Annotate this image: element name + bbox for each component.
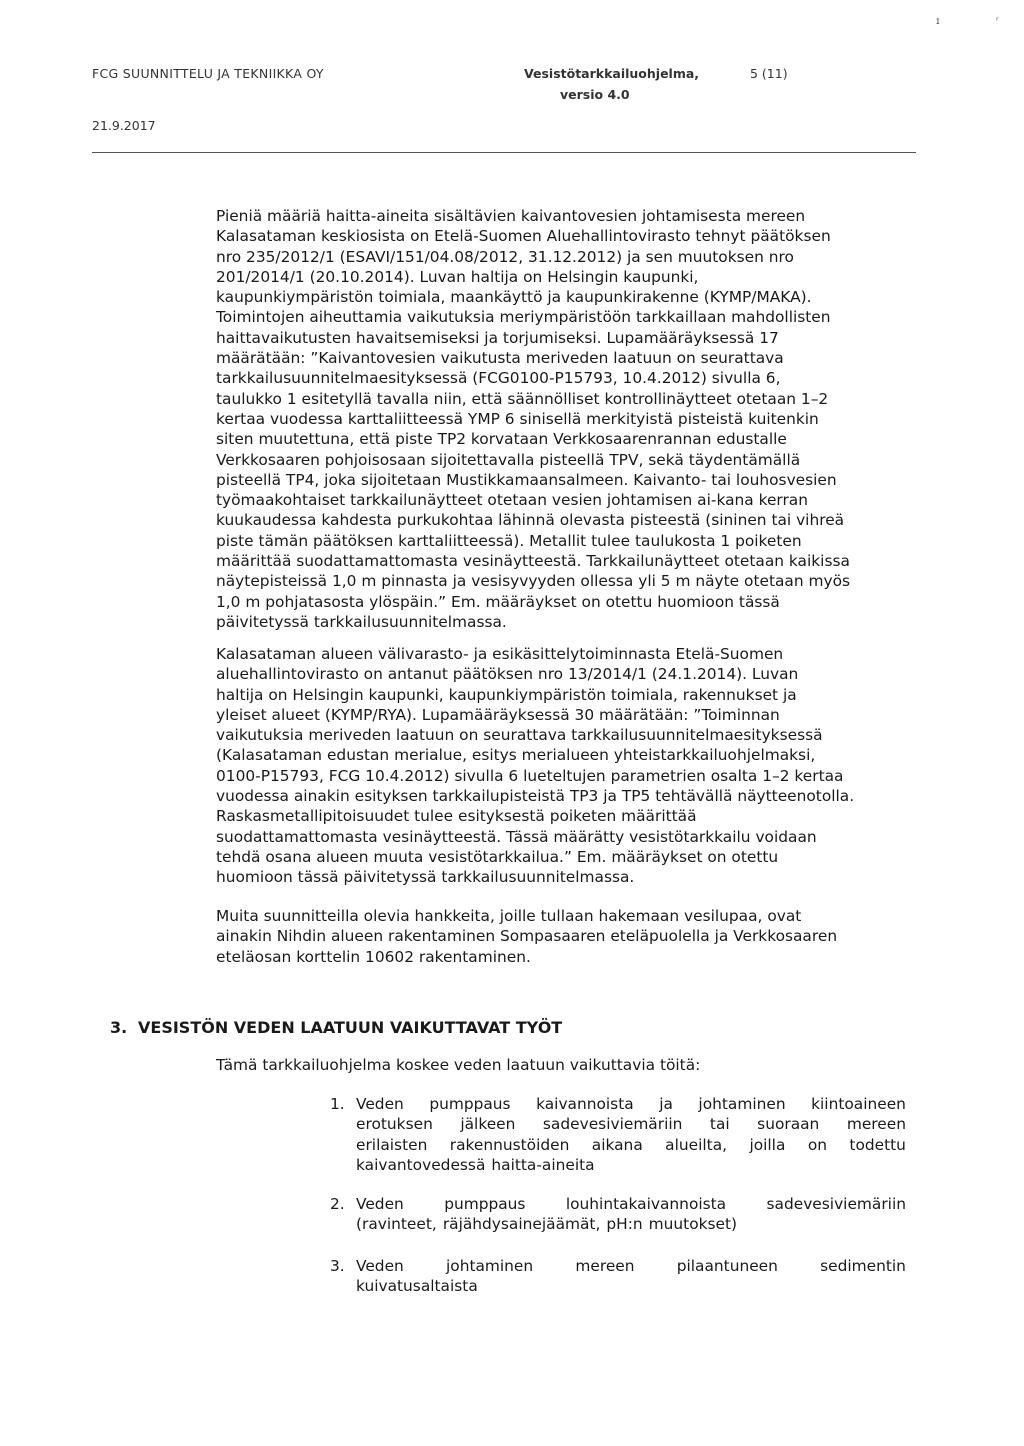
word: johtaminen	[446, 1257, 534, 1275]
text-line: 201/2014/1 (20.10.2014). Luvan haltija on Helsingin kaupunki,	[216, 267, 699, 286]
text-line: yleiset alueet (KYMP/RYA). Lupamääräyksessä 30 määrätään: ”Toiminnan	[216, 705, 780, 724]
text-line: Toimintojen aiheuttamia vaikutuksia meriympäristöön tarkkaillaan mahdollisten	[216, 308, 831, 327]
list-item-text	[356, 1194, 906, 1235]
word: pumppaus	[429, 1095, 511, 1113]
paragraph-permit-kaivantovedet	[216, 206, 906, 632]
section-intro: Tämä tarkkailuohjelma koskee veden laatuun vaikuttavia töitä:	[216, 1056, 701, 1074]
word: pilaantuneen	[676, 1257, 778, 1275]
list-item-line	[356, 1276, 906, 1296]
word: jälkeen	[460, 1115, 516, 1134]
word: louhintakaivannoista	[565, 1195, 727, 1213]
word: sadevesiviemäriin	[542, 1115, 683, 1134]
word: kuivatusaltaista	[356, 1277, 478, 1296]
corner-mark: ʳ	[996, 16, 999, 27]
list-item-text	[356, 1094, 906, 1175]
word: rakennustöiden	[449, 1135, 570, 1154]
numbered-list	[330, 1194, 906, 1235]
word: todettu	[849, 1135, 906, 1154]
text-line: vaikutuksia meriveden laatuun on seurattava tarkkailusuunnitelmaesityksessä	[216, 726, 823, 745]
list-item-number: 2.	[330, 1195, 345, 1213]
list-item-number: 1.	[330, 1095, 345, 1113]
text-line: nro 235/2012/1 (ESAVI/151/04.08/2012, 31.12.2012) ja sen muutoksen nro	[216, 247, 794, 266]
word: joilla	[749, 1135, 786, 1154]
text-line: Kalasataman keskiosista on Etelä-Suomen Aluehallintovirasto tehnyt päätöksen	[216, 227, 831, 246]
text-line: työmaakohtaiset tarkkailunäytteet otetaan vesien johtamisen ai-kana kerran	[216, 491, 808, 510]
word: sedimentin	[820, 1257, 906, 1275]
list-item-line	[356, 1094, 906, 1114]
word: alueilta,	[665, 1135, 728, 1154]
page-number: 5 (11)	[750, 66, 788, 81]
word: kaivantovedessä	[356, 1155, 486, 1174]
text-line: 1,0 m pohjatasosta ylöspäin.” Em. määräykset on otettu huomioon tässä	[216, 592, 780, 611]
text-line: päivitetyssä tarkkailusuunnitelmassa.	[216, 612, 507, 631]
word: kiintoaineen	[811, 1095, 906, 1113]
document-version: versio 4.0	[560, 87, 630, 102]
text-line: näytepisteissä 1,0 m pinnasta ja vesisyvyyden ollessa yli 5 m näyte otetaan myös	[216, 572, 851, 591]
text-line: aluehallintovirasto on antanut päätöksen nro 13/2014/1 (24.1.2014). Luvan	[216, 665, 799, 684]
word: on	[807, 1135, 827, 1154]
word: pH:n	[606, 1215, 643, 1234]
word: aikana	[591, 1135, 643, 1154]
text-line: määrittää suodattamattomasta vesinäytteestä. Tarkkailunäytteet otetaan kaikissa	[216, 552, 850, 571]
numbered-list	[330, 1094, 906, 1175]
list-item-line	[356, 1256, 906, 1276]
word: ja	[659, 1095, 673, 1113]
text-line: Pieniä määriä haitta-aineita sisältävien kaivantovesien johtamisesta mereen	[216, 207, 806, 225]
text-line: vuodessa ainakin esityksen tarkkailupisteistä TP3 ja TP5 tehtävällä näytteenotolla.	[216, 787, 855, 806]
list-item	[330, 1256, 906, 1297]
text-line: eteläosan korttelin 10602 rakentaminen.	[216, 947, 531, 966]
text-line: Verkkosaaren pohjoisosaan sijoitettavalla pisteellä TPV, sekä täydentämällä	[216, 450, 801, 469]
text-line: Muita suunnitteilla olevia hankkeita, joille tullaan hakemaan vesilupaa, ovat	[216, 907, 802, 925]
list-item-line	[356, 1194, 906, 1214]
text-line: (Kalasataman edustan merialue, esitys merialueen yhteistarkkailuohjelmaksi,	[216, 746, 816, 765]
text-line: tarkkailusuunnitelmaesityksessä (FCG0100-P15793, 10.4.2012) sivulla 6,	[216, 369, 781, 388]
section-number: 3.	[110, 1018, 128, 1037]
list-item	[330, 1094, 906, 1175]
text-line: suodattamattomasta vesinäytteestä. Tässä määrätty vesistötarkkailu voidaan	[216, 827, 817, 846]
list-item-line	[356, 1114, 906, 1134]
section-heading	[110, 1018, 562, 1037]
corner-mark: ɪ	[936, 16, 940, 27]
list-item	[330, 1194, 906, 1235]
word: räjähdysainejäämät,	[442, 1215, 601, 1234]
word: erilaisten	[356, 1135, 428, 1154]
list-item-line	[356, 1214, 906, 1234]
company-name: FCG SUUNNITTELU JA TEKNIIKKA OY	[92, 66, 324, 81]
list-item-line	[356, 1155, 906, 1175]
text-line: 0100-P15793, FCG 10.4.2012) sivulla 6 lueteltujen parametrien osalta 1–2 kertaa	[216, 766, 844, 785]
list-item-text	[356, 1256, 906, 1297]
text-line: tehdä osana alueen muuta vesistötarkkailua.” Em. määräykset on otettu	[216, 847, 779, 866]
word: pumppaus	[444, 1195, 526, 1213]
word: sadevesiviemäriin	[766, 1195, 906, 1213]
word: muutokset)	[648, 1215, 738, 1234]
text-line: taulukko 1 esitetyllä tavalla niin, että säännölliset kontrollinäytteet otetaan 1–2	[216, 389, 829, 408]
paragraph-permit-valivarasto	[216, 644, 906, 888]
text-line: piste tämän päätöksen karttaliitteessä). Metallit tulee taulukosta 1 poiketen	[216, 531, 802, 550]
text-line: Kalasataman alueen välivarasto- ja esikäsittelytoiminnasta Etelä-Suomen	[216, 645, 784, 663]
word: mereen	[846, 1115, 906, 1134]
text-line: Raskasmetallipitoisuudet tulee esityksestä poiketen määrittää	[216, 807, 697, 826]
word: Veden	[356, 1257, 404, 1275]
text-line: haittavaikutusten havaitsemiseksi ja torjumiseksi. Lupamääräyksessä 17	[216, 328, 779, 347]
text-line: huomioon tässä päivitetyssä tarkkailusuunnitelmassa.	[216, 868, 635, 887]
word: kaivannoista	[536, 1095, 634, 1113]
list-item-line	[356, 1135, 906, 1155]
word: mereen	[575, 1257, 635, 1275]
word: haitta-aineita	[491, 1155, 595, 1174]
word: suoraan	[757, 1115, 820, 1134]
section-title: VESISTÖN VEDEN LAATUUN VAIKUTTAVAT TYÖT	[138, 1018, 563, 1037]
text-line: kertaa vuodessa karttaliitteessä YMP 6 sinisellä merkityistä pisteistä kuitenkin	[216, 409, 819, 428]
text-line: ainakin Nihdin alueen rakentaminen Sompasaaren eteläpuolella ja Verkkosaaren	[216, 927, 838, 946]
text-line: pisteellä TP4, joka sijoitetaan Mustikkamaansalmeen. Kaivanto- tai louhosvesien	[216, 470, 837, 489]
text-line: siten muutettuna, että piste TP2 korvataan Verkkosaarenrannan edustalle	[216, 430, 787, 449]
text-line: kaupunkiympäristön toimiala, maankäyttö ja kaupunkirakenne (KYMP/MAKA).	[216, 288, 812, 307]
word: erotuksen	[356, 1115, 433, 1134]
text-line: kuukaudessa kahdesta purkukohtaa lähinnä olevasta pisteestä (sininen tai vihreä	[216, 511, 845, 530]
word: tai	[709, 1115, 730, 1134]
word: Veden	[356, 1195, 404, 1213]
word: Veden	[356, 1095, 404, 1113]
text-line: määrätään: ”Kaivantovesien vaikutusta meriveden laatuun on seurattava	[216, 349, 784, 368]
paragraph-other-projects	[216, 906, 906, 967]
header-divider	[92, 152, 916, 153]
text-line: haltija on Helsingin kaupunki, kaupunkiympäristön toimiala, rakennukset ja	[216, 685, 797, 704]
word: (ravinteet,	[356, 1215, 437, 1234]
document-date: 21.9.2017	[92, 118, 156, 133]
list-item-number: 3.	[330, 1257, 345, 1275]
word: johtaminen	[698, 1095, 786, 1113]
numbered-list	[330, 1256, 906, 1297]
document-title: Vesistötarkkailuohjelma,	[524, 66, 700, 81]
